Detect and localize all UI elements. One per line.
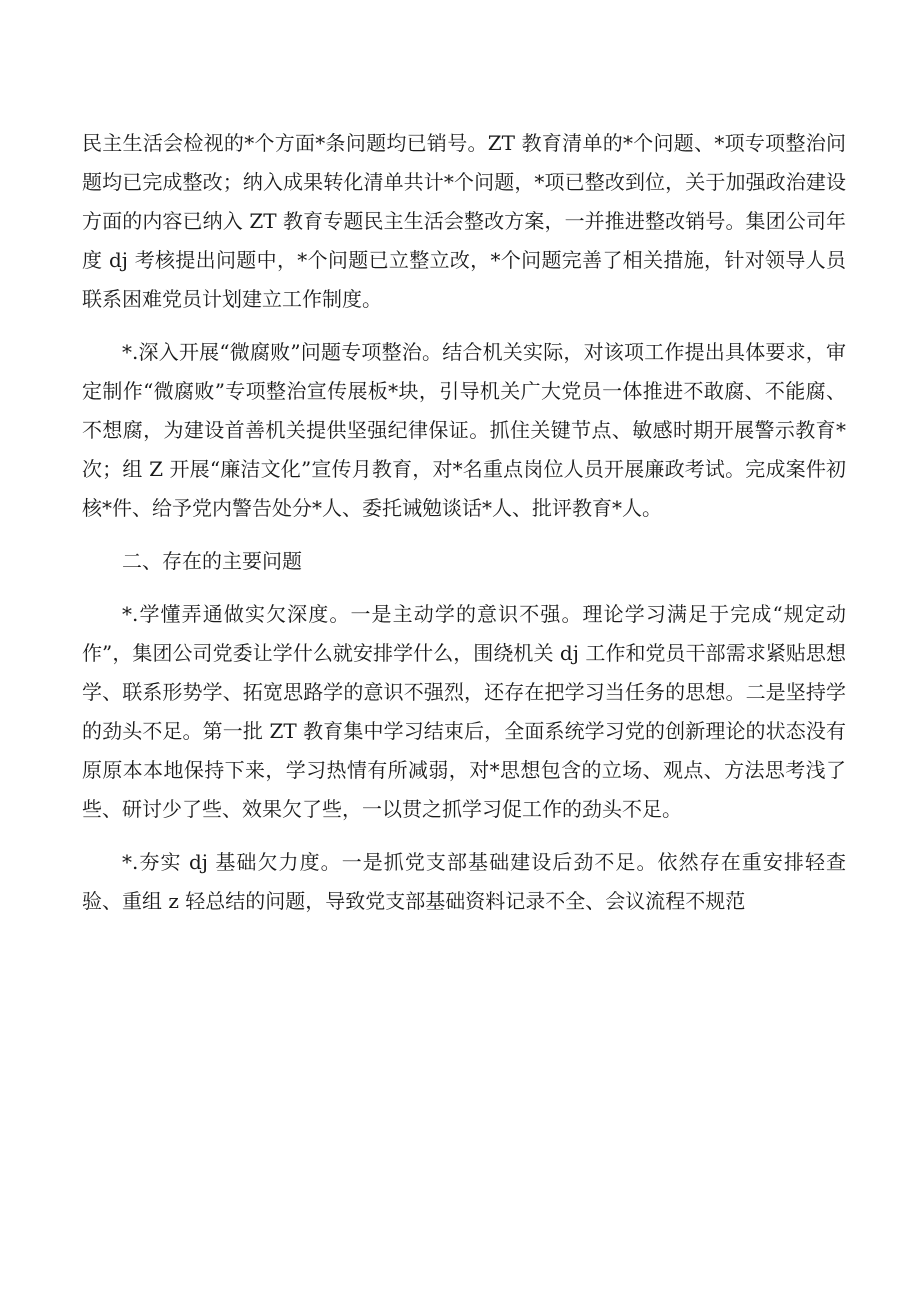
paragraph-micro-corruption: *.深入开展“微腐败”问题专项整治。结合机关实际，对该项工作提出具体要求，审定制作“微腐败”专项整治宣传展板*块，引导机关广大党员一体推进不敢腐、不能腐、不想腐，为建设首善机关提供坚强纪律保证。抓住关键节点、敏感时期开展警示教育*次；组 Z 开展“廉洁文化”宣传月教育，对*名重点岗位人员开展廉政考试。完成案件初核*件、给予党内警告处分*人、委托诫勉谈话*人、批评教育*人。 (82, 340, 846, 520)
document-body (82, 124, 846, 935)
paragraph-party-foundation: *.夯实 dj 基础欠力度。一是抓党支部基础建设后劲不足。依然存在重安排轻查验、重组 z 轻总结的问题，导致党支部基础资料记录不全、会议流程不规范 (82, 850, 846, 913)
paragraph-study-depth: *.学懂弄通做实欠深度。一是主动学的意识不强。理论学习满足于完成“规定动作”，集团公司党委让学什么就安排学什么，围绕机关 dj 工作和党员干部需求紧贴思想学、联系形势学、拓宽思路学的意识不强烈，还存在把学习当任务的思想。二是坚持学的劲头不足。第一批 ZT 教育集中学习结束后，全面系统学习党的创新理论的状态没有原原本本地保持下来，学习热情有所减弱，对*思想包含的立场、观点、方法思考浅了些、研讨少了些、效果欠了些，一以贯之抓学习促工作的劲头不足。 (82, 602, 846, 821)
section-heading-main-problems: 二、存在的主要问题 (122, 549, 302, 573)
paragraph-rectification-status: 民主生活会检视的*个方面*条问题均已销号。ZT 教育清单的*个问题、*项专项整治问题均已完成整改；纳入成果转化清单共计*个问题，*项已整改到位，关于加强政治建设方面的内容已纳入 ZT 教育专题民主生活会整改方案，一并推进整改销号。集团公司年度 dj 考核提出问题中，*个问题已立整立改，*个问题完善了相关措施，针对领导人员联系困难党员计划建立工作制度。 (82, 131, 846, 311)
